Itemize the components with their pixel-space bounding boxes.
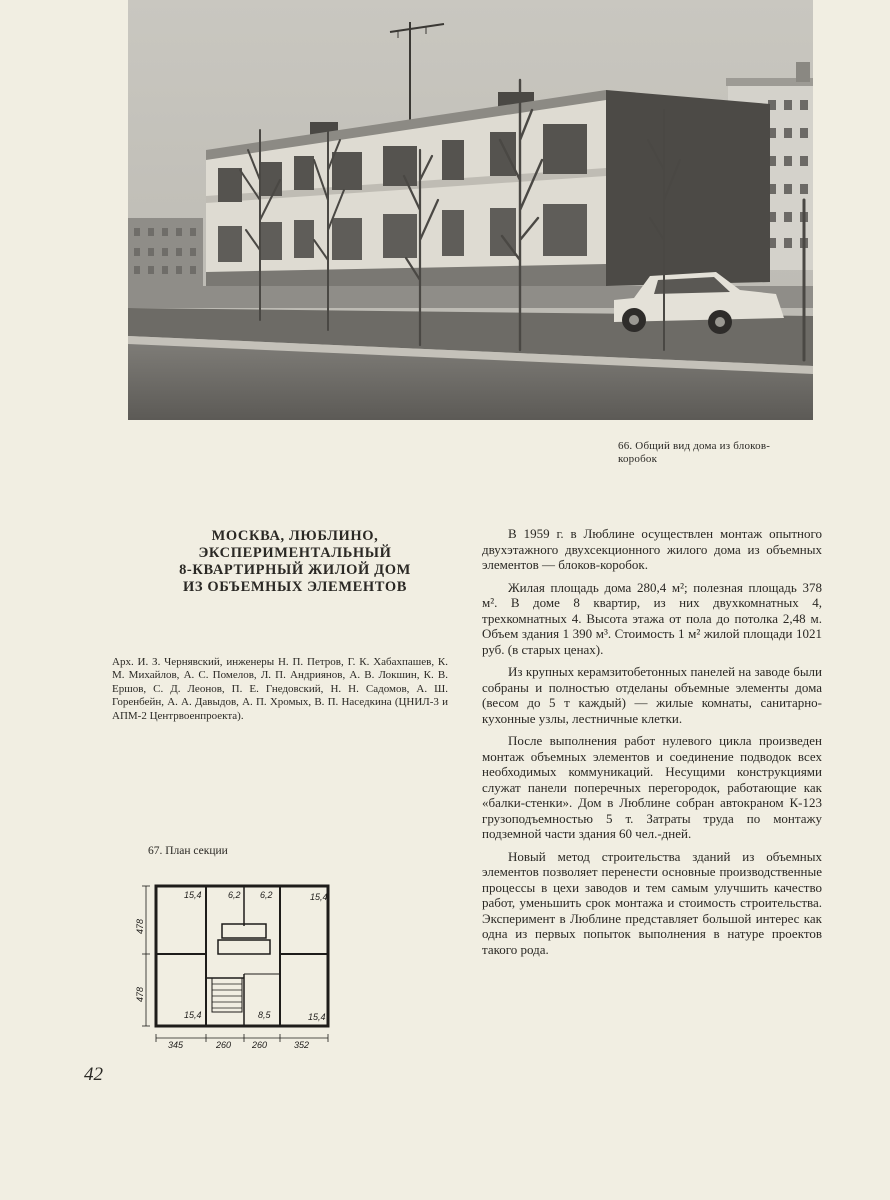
title-line3: 8-КВАРТИРНЫЙ ЖИЛОЙ ДОМ	[179, 562, 411, 578]
room-label: 8,5	[258, 1010, 271, 1020]
figure-67-caption: 67. План секции	[148, 845, 228, 857]
authors-credits: Арх. И. З. Чернявский, инженеры Н. П. Петров, Г. К. Хабахпашев, К. М. Михайлов, А. С. Помелов, Л. П. Андриянов, А. В. Локшин, К. В. Ершов, С. Д. Леонов, П. Е. Гнедовский, Н. Н. Садомов, А. Ш. Горенбейн, А. А. Давыдов, А. П. Хромых, В. П. Наседкина (ЦНИЛ-3 и АПМ-2 Центрвоенпроекта).	[112, 656, 448, 722]
room-label: 15,4	[184, 890, 202, 900]
title-line4: ИЗ ОБЪЕМНЫХ ЭЛЕМЕНТОВ	[183, 579, 407, 595]
building-photo	[128, 0, 813, 420]
room-label: 6,2	[228, 890, 241, 900]
page-number: 42	[84, 1064, 103, 1085]
figure-66-caption-line1: 66. Общий вид дома из блоков-	[618, 440, 771, 452]
section-floor-plan	[132, 878, 342, 1050]
body-paragraph-3: Из крупных керамзитобетонных панелей на заводе были собраны и полностью отделаны объемные элементы дома (весом до 5 т каждый) — жилые комнаты, санитарно-кухонные узлы, лестничные клетки.	[482, 664, 822, 726]
dimension-label: 352	[294, 1040, 310, 1050]
title-line2: ЭКСПЕРИМЕНТАЛЬНЫЙ	[198, 545, 392, 561]
title-line1: МОСКВА, ЛЮБЛИНО,	[211, 528, 379, 544]
figure-66-caption	[618, 440, 818, 466]
body-paragraph-2: Жилая площадь дома 280,4 м²; полезная площадь 378 м². В доме 8 квартир, из них двухкомнатных 4, трехкомнатных 4. Высота этажа от пола до потолка 2,48 м. Объем здания 1 390 м³. Стоимость 1 м² жилой площади 1021 руб. (в старых ценах).	[482, 579, 822, 657]
dimension-label: 478	[135, 918, 145, 934]
room-label: 15,4	[310, 892, 328, 902]
dimension-label: 345	[168, 1040, 184, 1050]
dimension-label: 260	[252, 1040, 268, 1050]
room-label: 6,2	[260, 890, 273, 900]
article-title	[160, 528, 430, 596]
body-paragraph-1: В 1959 г. в Люблине осуществлен монтаж опытного двухэтажного двухсекционного жилого дома из объемных элементов — блоков-коробок.	[482, 526, 822, 572]
body-paragraph-5: Новый метод строительства зданий из объемных элементов позволяет перенести основные производственные процессы в цехи заводов и тем самым улучшить качество работ, уменьшить срок монтажа и стоимость строительства. Эксперимент в Люблине представляет большой интерес как одна из первых попыток выполнения в натуре проектов такого рода.	[482, 848, 822, 957]
dimension-label: 260	[216, 1040, 232, 1050]
figure-66-caption-line2: коробок	[618, 453, 658, 465]
article-body	[482, 526, 822, 964]
room-label: 15,4	[184, 1010, 202, 1020]
dimension-label: 478	[135, 986, 145, 1002]
body-paragraph-4: После выполнения работ нулевого цикла произведен монтаж объемных элементов и соединение подводок всех необходимых коммуникаций. Несущими конструкциями служат панели поперечных перегородок, работающие как «балки-стенки». Дом в Люблине собран автокраном К-123 грузоподъемностью 5 т. Затраты труда по монтажу подземной части здания 60 чел.-дней.	[482, 733, 822, 841]
room-label: 15,4	[308, 1012, 326, 1022]
